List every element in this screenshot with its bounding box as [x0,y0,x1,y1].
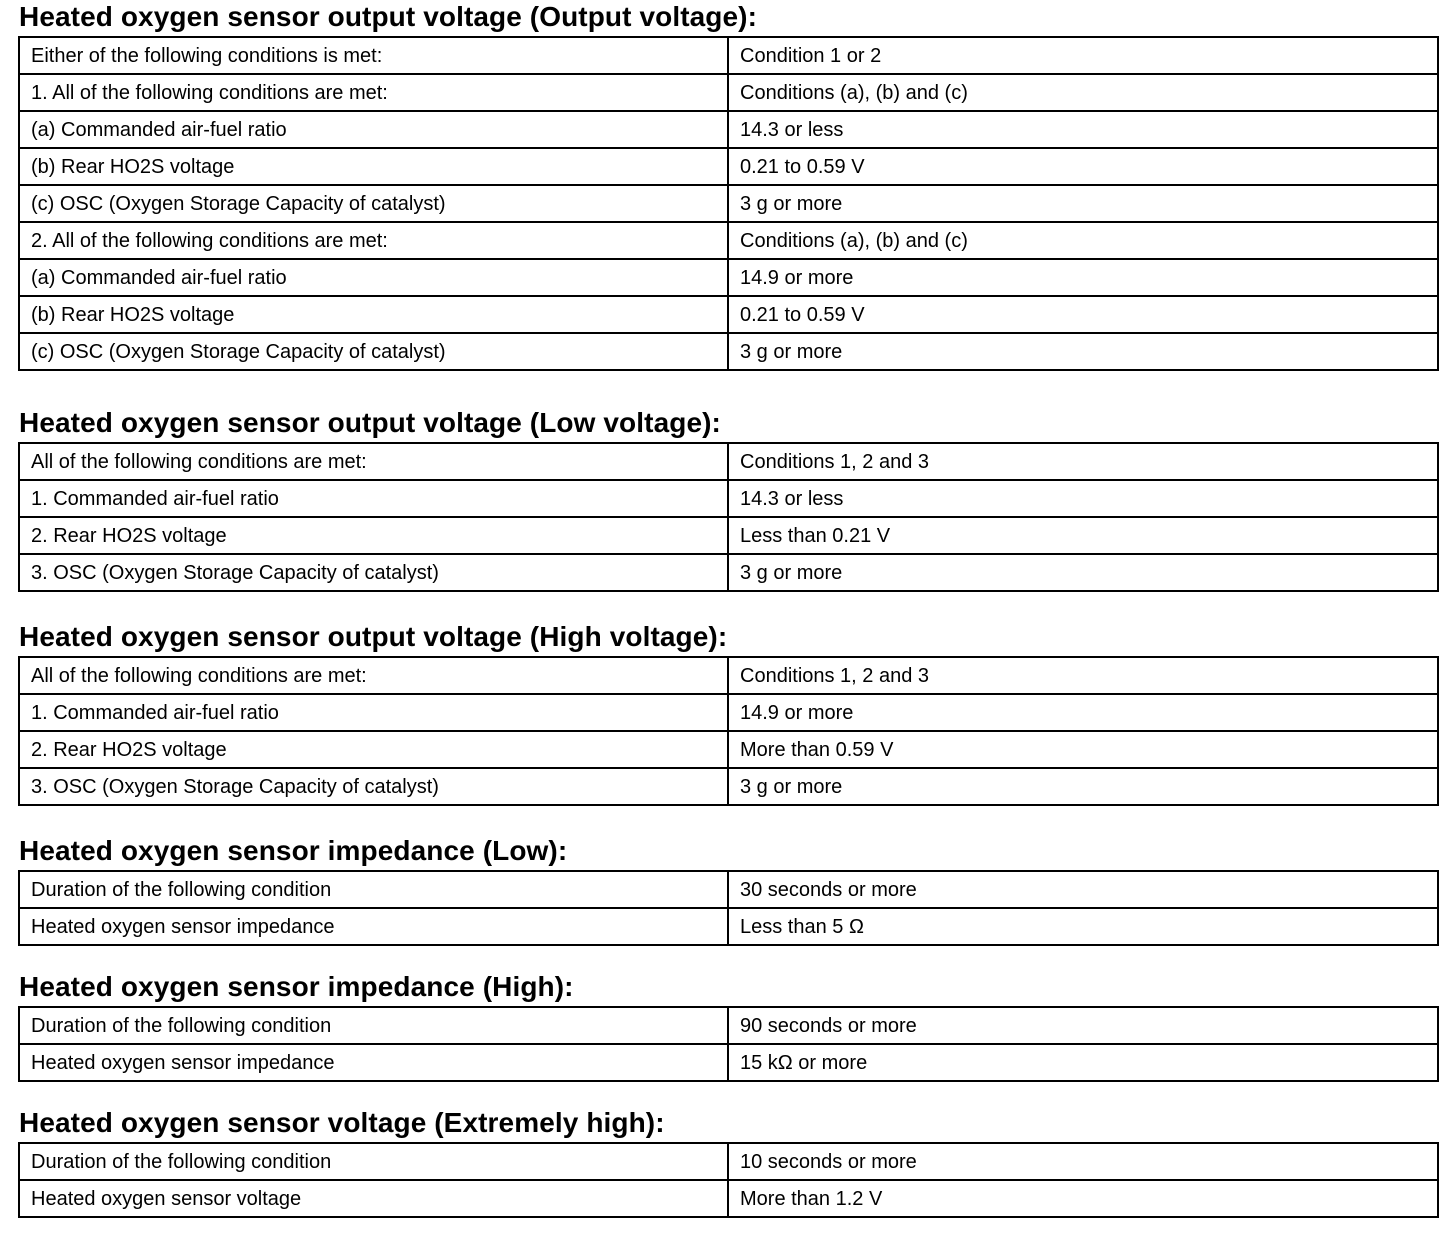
condition-cell: 2. All of the following conditions are met: [19,222,728,259]
section-title: Heated oxygen sensor impedance (Low): [19,835,568,866]
section-impedance-low [18,834,1434,946]
table-row [19,1007,1438,1044]
value-cell: Conditions (a), (b) and (c) [728,74,1438,111]
condition-cell: Heated oxygen sensor impedance [19,1044,728,1081]
value-cell: Condition 1 or 2 [728,37,1438,74]
condition-cell: 3. OSC (Oxygen Storage Capacity of catalyst) [19,554,728,591]
table-row [19,37,1438,74]
spec-table [18,36,1439,371]
condition-cell: Duration of the following condition [19,871,728,908]
spec-table [18,1142,1439,1218]
condition-cell: (b) Rear HO2S voltage [19,296,728,333]
table-row [19,694,1438,731]
condition-cell: All of the following conditions are met: [19,657,728,694]
condition-cell: Duration of the following condition [19,1007,728,1044]
value-cell: 90 seconds or more [728,1007,1438,1044]
condition-cell: (a) Commanded air-fuel ratio [19,111,728,148]
condition-cell: 3. OSC (Oxygen Storage Capacity of catalyst) [19,768,728,805]
table-row [19,768,1438,805]
section-impedance-high [18,970,1434,1082]
condition-cell: Heated oxygen sensor impedance [19,908,728,945]
value-cell: 3 g or more [728,333,1438,370]
value-cell: Conditions 1, 2 and 3 [728,657,1438,694]
table-row [19,554,1438,591]
table-row [19,517,1438,554]
condition-cell: Duration of the following condition [19,1143,728,1180]
table-row [19,657,1438,694]
condition-cell: 1. Commanded air-fuel ratio [19,694,728,731]
section-title: Heated oxygen sensor output voltage (High voltage): [19,621,728,652]
table-row [19,333,1438,370]
table-row [19,74,1438,111]
table-row [19,908,1438,945]
table-row [19,871,1438,908]
section-title: Heated oxygen sensor output voltage (Output voltage): [19,1,758,32]
table-row [19,111,1438,148]
condition-cell: (c) OSC (Oxygen Storage Capacity of catalyst) [19,185,728,222]
table-row [19,148,1438,185]
table-row [19,185,1438,222]
value-cell: 15 kΩ or more [728,1044,1438,1081]
value-cell: 10 seconds or more [728,1143,1438,1180]
section-voltage-extremely-high [18,1106,1434,1218]
condition-cell: All of the following conditions are met: [19,443,728,480]
value-cell: 3 g or more [728,185,1438,222]
table-row [19,296,1438,333]
value-cell: Conditions 1, 2 and 3 [728,443,1438,480]
value-cell: 14.9 or more [728,694,1438,731]
value-cell: 0.21 to 0.59 V [728,296,1438,333]
table-row [19,259,1438,296]
table-row [19,480,1438,517]
condition-cell: (a) Commanded air-fuel ratio [19,259,728,296]
section-high-voltage [18,620,1434,806]
condition-cell: (b) Rear HO2S voltage [19,148,728,185]
spec-table [18,870,1439,946]
condition-cell: 1. Commanded air-fuel ratio [19,480,728,517]
value-cell: 30 seconds or more [728,871,1438,908]
condition-cell: 2. Rear HO2S voltage [19,731,728,768]
value-cell: Conditions (a), (b) and (c) [728,222,1438,259]
table-row [19,1044,1438,1081]
spec-table [18,442,1439,592]
value-cell: 0.21 to 0.59 V [728,148,1438,185]
value-cell: More than 1.2 V [728,1180,1438,1217]
table-row [19,1143,1438,1180]
section-title: Heated oxygen sensor impedance (High): [19,971,574,1002]
condition-cell: (c) OSC (Oxygen Storage Capacity of catalyst) [19,333,728,370]
value-cell: Less than 0.21 V [728,517,1438,554]
value-cell: 14.9 or more [728,259,1438,296]
table-row [19,222,1438,259]
condition-cell: Heated oxygen sensor voltage [19,1180,728,1217]
value-cell: 14.3 or less [728,480,1438,517]
value-cell: 14.3 or less [728,111,1438,148]
value-cell: 3 g or more [728,554,1438,591]
spec-table [18,1006,1439,1082]
section-title: Heated oxygen sensor voltage (Extremely high): [19,1107,665,1138]
condition-cell: 2. Rear HO2S voltage [19,517,728,554]
section-output-voltage [18,0,1434,371]
value-cell: Less than 5 Ω [728,908,1438,945]
value-cell: More than 0.59 V [728,731,1438,768]
table-row [19,731,1438,768]
section-title: Heated oxygen sensor output voltage (Low voltage): [19,407,721,438]
section-low-voltage [18,406,1434,592]
condition-cell: Either of the following conditions is met: [19,37,728,74]
table-row [19,1180,1438,1217]
table-row [19,443,1438,480]
spec-table [18,656,1439,806]
condition-cell: 1. All of the following conditions are met: [19,74,728,111]
value-cell: 3 g or more [728,768,1438,805]
